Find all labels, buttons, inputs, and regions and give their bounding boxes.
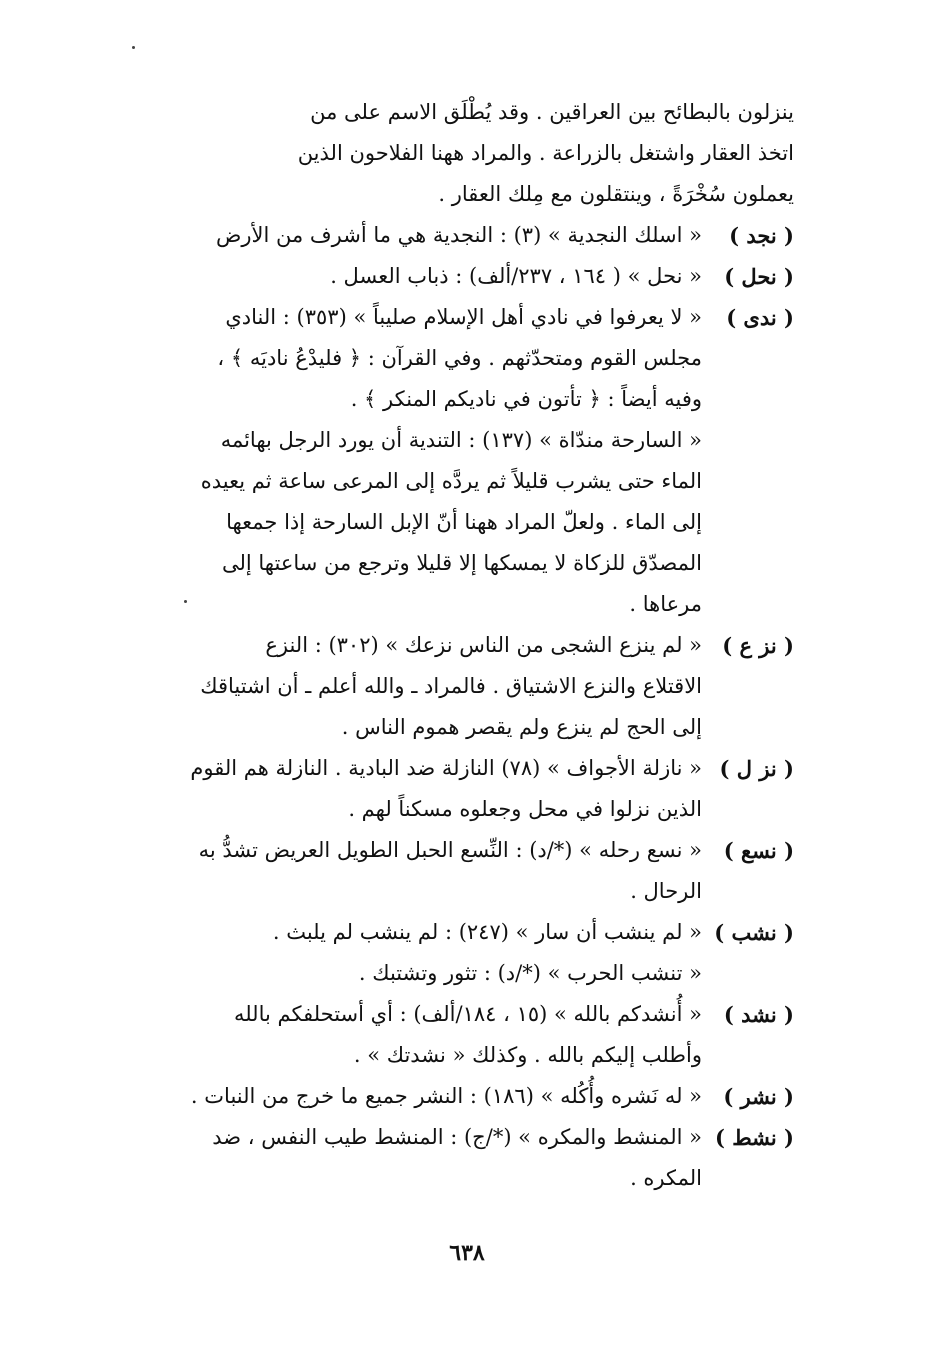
text-line: « له نَشره وأُكُله » (١٨٦) : النشر جميع ما خرج من النبات . [190, 1084, 702, 1108]
text-line: اتخذ العقار واشتغل بالزراعة . والمراد ههنا الفلاحون الذين [297, 141, 794, 165]
text-line: ينزلون بالبطائح بين العراقين . وقد يُطْلَق الاسم على من [310, 100, 794, 124]
entry-text [154, 215, 702, 256]
text-line: « المنشط والمكره » (*/ج) : المنشط طيب النفس ، ضد [212, 1125, 702, 1149]
entry-text [154, 912, 702, 994]
headword: ( نشر ) [723, 1084, 794, 1109]
page-number: ٦٣٨ [449, 1240, 485, 1266]
text-line: إلى الماء . ولعلّ المراد ههنا أنّ الإبل السارحة إذا جمعها [226, 510, 702, 534]
headword: ( نز ع ) [722, 633, 794, 658]
entry-text [154, 748, 702, 830]
text-line: « اسلك النجدية » (٣) : النجدية هي ما أشرف من الأرض [215, 223, 702, 247]
text-line: مجلس القوم ومتحدّثهم . وفي القرآن : ﴿ فليدْعُ ناديَه ﴾ ، [217, 346, 702, 370]
entry-text [154, 1117, 702, 1199]
entry-nashad [154, 994, 794, 1076]
text-line: الرحال . [630, 879, 702, 903]
entry-nashar [154, 1076, 794, 1117]
headword: ( نجد ) [729, 223, 794, 248]
entry-text [154, 625, 702, 748]
headword: ( نشط ) [714, 1125, 794, 1150]
entry-text [154, 297, 702, 420]
entry-text [154, 994, 702, 1076]
entry-nasa [154, 830, 794, 912]
headword: ( نحل ) [724, 264, 794, 289]
entry-nashat [154, 1117, 794, 1199]
text-line: « السارحة مندّاة » (١٣٧) : التندية أن يورد الرجل بهائمه [220, 428, 702, 452]
headword: ( نسع ) [723, 838, 794, 863]
text-line: وفيه أيضاً : ﴿ تأتون في ناديكم المنكر ﴾ . [350, 387, 702, 411]
page-body [154, 92, 794, 1199]
headword: ( نشب ) [714, 920, 794, 945]
text-line: وأطلب إليكم بالله . وكذلك « نشدتك » . [353, 1043, 702, 1067]
entry-text [154, 256, 702, 297]
text-line: « نسع رحله » (*/د) : النِّسع الحبل الطويل العريض تشدُّ به [198, 838, 702, 862]
headword: ( نز ل ) [719, 756, 794, 781]
entry-naza [154, 625, 794, 748]
text-line: « لا يعرفوا في نادي أهل الإسلام صليباً » (٣٥٣) : النادي [225, 305, 702, 329]
entry-nahl [154, 256, 794, 297]
entry-nada [154, 297, 794, 420]
entry-text [154, 1076, 702, 1117]
text-line: مرعاها . [629, 592, 702, 616]
text-line: الماء حتى يشرب قليلاً ثم يردَّه إلى المرعى ساعة ثم يعيده [200, 469, 702, 493]
scan-speck [184, 600, 187, 603]
text-line: المصدّق للزكاة لا يمسكها إلا قليلا وترجع من ساعتها إلى [222, 551, 702, 575]
entry-nazal [154, 748, 794, 830]
entry-nashab [154, 912, 794, 994]
text-line: « لم ينزع الشجى من الناس نزعك » (٣٠٢) : النزع [265, 633, 702, 657]
entry-nada-continued [154, 420, 794, 625]
headword: ( نشد ) [723, 1002, 794, 1027]
entry-text [154, 830, 702, 912]
text-line: « نازلة الأجواف » (٧٨) النازلة ضد البادية . النازلة هم القوم [190, 756, 702, 780]
scan-speck [132, 46, 135, 49]
text-line: « نحل » ( ١٦٤ ، ٢٣٧/ألف) : ذباب العسل . [330, 264, 702, 288]
text-line: « تنشب الحرب » (*/د) : تثور وتشتبك . [358, 961, 702, 985]
entry-najd [154, 215, 794, 256]
text-line: المكره . [630, 1166, 702, 1190]
entry-text [154, 420, 702, 625]
intro-paragraph [154, 92, 794, 215]
text-line: « لم ينشب أن سار » (٢٤٧) : لم ينشب لم يلبث . [272, 920, 702, 944]
headword: ( ندى ) [726, 305, 794, 330]
text-line: « أُنشدكم بالله » (١٥ ، ١٨٤/ألف) : أي أستحلفكم بالله [233, 1002, 702, 1026]
text-line: الذين نزلوا في محل وجعلوه مسكناً لهم . [348, 797, 702, 821]
text-line: إلى الحج لم ينزع ولم يقصر هموم الناس . [341, 715, 702, 739]
text-line: الاقتلاع والنزع الاشتياق . فالمراد ـ والله أعلم ـ أن اشتياقك [200, 674, 702, 698]
text-line: يعملون سُخْرَةً ، وينتقلون مع مِلك العقار . [438, 182, 794, 206]
